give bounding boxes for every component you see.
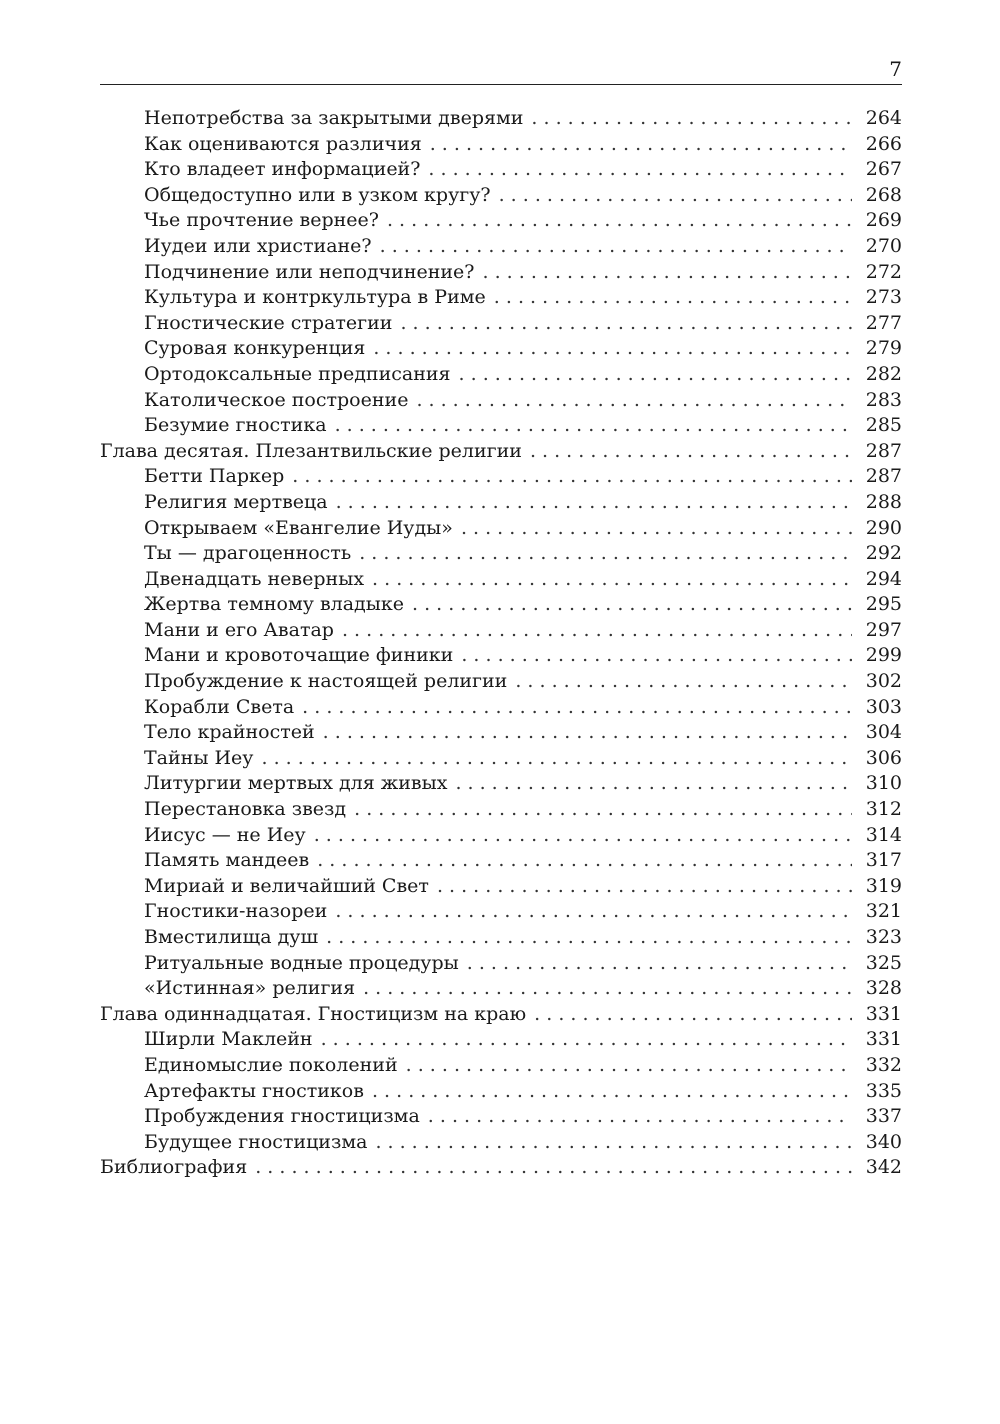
toc-entry-title: Безумие гностика — [144, 414, 327, 437]
toc-dot-leader — [359, 541, 852, 567]
toc-section-entry — [100, 541, 902, 567]
toc-entry-page: 323 — [865, 926, 902, 948]
toc-dot-leader — [461, 516, 852, 542]
toc-dot-leader — [323, 720, 852, 746]
toc-entry-title: Глава десятая. Плезантвильские религии — [100, 439, 522, 462]
toc-dot-leader — [428, 157, 852, 183]
toc-dot-leader — [375, 1130, 852, 1156]
toc-entry-title: Единомыслие поколений — [144, 1053, 398, 1076]
toc-entry-page: 340 — [865, 1130, 902, 1153]
toc-entry-title: Артефакты гностиков — [144, 1079, 364, 1102]
toc-dot-leader — [430, 132, 852, 158]
toc-section-entry — [100, 208, 902, 234]
toc-entry-page: 314 — [865, 823, 902, 846]
toc-section-entry — [100, 234, 902, 260]
toc-dot-leader — [406, 1053, 852, 1079]
toc-entry-title: Ширли Маклейн — [144, 1028, 313, 1051]
toc-section-entry — [100, 592, 902, 618]
toc-entry-page: 277 — [865, 311, 902, 334]
toc-entry-page: 288 — [865, 490, 902, 513]
toc-entry-title: Общедоступно или в узком кругу? — [144, 183, 491, 206]
toc-dot-leader — [335, 413, 852, 439]
toc-entry-title: Гностики-назореи — [144, 900, 328, 923]
toc-entry-title: Подчинение или неподчинение? — [144, 260, 475, 283]
toc-entry-title: Культура и контркультура в Риме — [144, 286, 486, 309]
toc-entry-page: 267 — [865, 158, 902, 181]
toc-dot-leader — [261, 746, 852, 772]
toc-section-entry — [100, 157, 902, 183]
toc-entry-title: Непотребства за закрытыми дверями — [144, 107, 524, 129]
toc-section-entry — [100, 413, 902, 439]
toc-dot-leader — [321, 1027, 852, 1053]
toc-section-entry — [100, 848, 902, 874]
toc-section-entry — [100, 362, 902, 388]
toc-dot-leader — [467, 951, 852, 977]
toc-dot-leader — [342, 618, 852, 644]
toc-section-entry — [100, 311, 902, 337]
toc-entry-page: 319 — [865, 874, 902, 897]
toc-dot-leader — [515, 669, 852, 695]
toc-dot-leader — [302, 695, 852, 721]
toc-entry-title: Ортодоксальные предписания — [144, 362, 451, 385]
toc-entry-title: Двенадцать неверных — [144, 567, 365, 590]
toc-entry-title: Корабли Света — [144, 695, 295, 718]
toc-dot-leader — [494, 285, 852, 311]
toc-entry-page: 302 — [865, 670, 902, 693]
toc-entry-page: 325 — [865, 951, 902, 974]
toc-dot-leader — [373, 336, 852, 362]
toc-entry-page: 270 — [865, 234, 902, 257]
toc-entry-page: 312 — [865, 798, 902, 821]
toc-dot-leader — [317, 848, 852, 874]
toc-entry-title: Чье прочтение вернее? — [144, 209, 379, 232]
toc-section-entry — [100, 771, 902, 797]
page-number: 7 — [889, 57, 902, 81]
toc-entry-title: Перестановка звезд — [144, 798, 347, 821]
toc-entry-page: 299 — [865, 644, 902, 667]
header-rule — [100, 84, 902, 85]
toc-dot-leader — [428, 1104, 852, 1130]
toc-dot-leader — [387, 208, 852, 234]
toc-section-entry — [100, 132, 902, 158]
toc-entry-page: 287 — [865, 465, 902, 488]
toc-entry-title: Как оцениваются различия — [144, 132, 422, 155]
toc-entry-title: Библиография — [100, 1156, 248, 1179]
toc-entry-title: Открываем «Евангелие Иуды» — [144, 516, 453, 539]
toc-section-entry — [100, 490, 902, 516]
toc-entry-page: 304 — [865, 721, 902, 744]
toc-dot-leader — [461, 643, 852, 669]
toc-section-entry — [100, 336, 902, 362]
toc-section-entry — [100, 746, 902, 772]
toc-entry-page: 306 — [865, 746, 902, 769]
toc-entry-page: 266 — [865, 132, 902, 155]
toc-entry-title: Суровая конкуренция — [144, 337, 366, 360]
toc-entry-title: Религия мертвеца — [144, 490, 328, 513]
toc-entry-page: 337 — [865, 1105, 902, 1128]
toc-dot-leader — [459, 362, 852, 388]
toc-section-entry — [100, 899, 902, 925]
toc-dot-leader — [412, 592, 852, 618]
toc-entry-title: Бетти Паркер — [144, 465, 285, 488]
toc-entry-page: 331 — [865, 1028, 902, 1051]
toc-section-entry — [100, 695, 902, 721]
toc-dot-leader — [372, 567, 852, 593]
toc-dot-leader — [372, 1079, 852, 1105]
toc-section-entry — [100, 1053, 902, 1079]
toc-section-entry — [100, 976, 902, 1002]
toc-entry-title: Память мандеев — [144, 849, 310, 872]
table-of-contents — [100, 106, 902, 1181]
toc-section-entry — [100, 285, 902, 311]
toc-entry-page: 295 — [865, 593, 902, 616]
toc-section-entry — [100, 567, 902, 593]
toc-entry-title: Тело крайностей — [144, 721, 315, 744]
toc-entry-page: 328 — [865, 977, 902, 1000]
toc-dot-leader — [354, 797, 852, 823]
toc-section-entry — [100, 643, 902, 669]
toc-dot-leader — [455, 771, 852, 797]
toc-chapter-entry — [100, 1002, 902, 1028]
toc-entry-title: Католическое построение — [144, 388, 409, 411]
toc-entry-title: Будущее гностицизма — [144, 1130, 368, 1153]
toc-section-entry — [100, 1104, 902, 1130]
toc-entry-title: Жертва темному владыке — [144, 593, 404, 616]
toc-section-entry — [100, 106, 902, 132]
toc-dot-leader — [400, 311, 852, 337]
toc-entry-page: 273 — [865, 286, 902, 309]
toc-entry-page: 303 — [865, 695, 902, 718]
toc-section-entry — [100, 925, 902, 951]
toc-dot-leader — [336, 490, 852, 516]
toc-dot-leader — [531, 106, 852, 132]
toc-dot-leader — [499, 183, 852, 209]
toc-dot-leader — [534, 1002, 852, 1028]
toc-dot-leader — [483, 260, 853, 286]
toc-dot-leader — [292, 464, 852, 490]
toc-entry-page: 268 — [865, 183, 902, 206]
toc-dot-leader — [326, 925, 852, 951]
toc-section-entry — [100, 183, 902, 209]
toc-chapter-entry — [100, 439, 902, 465]
toc-entry-title: Мани и его Аватар — [144, 618, 334, 641]
toc-entry-title: Вместилища душ — [144, 926, 319, 948]
toc-entry-page: 283 — [865, 388, 902, 411]
toc-entry-title: Ты — драгоценность — [144, 542, 352, 565]
toc-entry-title: Пробуждение к настоящей религии — [144, 670, 508, 693]
toc-entry-title: Глава одиннадцатая. Гностицизм на краю — [100, 1002, 527, 1025]
toc-section-entry — [100, 618, 902, 644]
toc-dot-leader — [255, 1155, 852, 1181]
toc-chapter-entry — [100, 1155, 902, 1181]
toc-section-entry — [100, 1027, 902, 1053]
toc-entry-page: 287 — [865, 439, 902, 462]
toc-entry-page: 290 — [865, 516, 902, 539]
toc-entry-title: Литургии мертвых для живых — [144, 772, 448, 795]
toc-entry-title: Ритуальные водные процедуры — [144, 951, 459, 974]
toc-entry-title: Гностические стратегии — [144, 311, 393, 334]
toc-entry-title: Тайны Иеу — [144, 746, 254, 769]
toc-entry-title: Иудеи или христиане? — [144, 234, 372, 257]
toc-entry-title: «Истинная» религия — [144, 977, 356, 1000]
toc-section-entry — [100, 1079, 902, 1105]
toc-dot-leader — [335, 899, 852, 925]
toc-entry-title: Мириай и величайший Свет — [144, 874, 429, 897]
toc-entry-page: 279 — [865, 337, 902, 360]
toc-entry-title: Кто владеет информацией? — [144, 158, 421, 181]
toc-entry-page: 335 — [865, 1079, 902, 1102]
toc-entry-page: 332 — [865, 1053, 902, 1076]
toc-section-entry — [100, 797, 902, 823]
toc-entry-page: 282 — [865, 362, 902, 385]
toc-section-entry — [100, 874, 902, 900]
toc-entry-page: 310 — [865, 772, 902, 795]
toc-section-entry — [100, 516, 902, 542]
toc-section-entry — [100, 720, 902, 746]
toc-section-entry — [100, 388, 902, 414]
toc-entry-title: Мани и кровоточащие финики — [144, 644, 454, 667]
toc-entry-page: 292 — [865, 542, 902, 565]
toc-entry-title: Иисус — не Иеу — [144, 823, 306, 846]
toc-entry-page: 331 — [865, 1002, 902, 1025]
toc-section-entry — [100, 1130, 902, 1156]
toc-section-entry — [100, 669, 902, 695]
toc-entry-page: 264 — [865, 107, 902, 129]
toc-dot-leader — [416, 388, 852, 414]
toc-section-entry — [100, 260, 902, 286]
toc-entry-page: 294 — [865, 567, 902, 590]
toc-dot-leader — [380, 234, 852, 260]
toc-entry-page: 321 — [865, 900, 902, 923]
toc-entry-page: 269 — [865, 209, 902, 232]
toc-entry-page: 342 — [865, 1156, 902, 1179]
toc-dot-leader — [437, 874, 852, 900]
toc-dot-leader — [530, 439, 852, 465]
toc-section-entry — [100, 464, 902, 490]
toc-entry-page: 317 — [865, 849, 902, 872]
toc-section-entry — [100, 951, 902, 977]
toc-entry-page: 272 — [865, 260, 902, 283]
toc-entry-page: 285 — [865, 414, 902, 437]
toc-entry-page: 297 — [865, 618, 902, 641]
toc-dot-leader — [363, 976, 852, 1002]
toc-section-entry — [100, 823, 902, 849]
toc-entry-title: Пробуждения гностицизма — [144, 1105, 420, 1128]
toc-dot-leader — [314, 823, 852, 849]
